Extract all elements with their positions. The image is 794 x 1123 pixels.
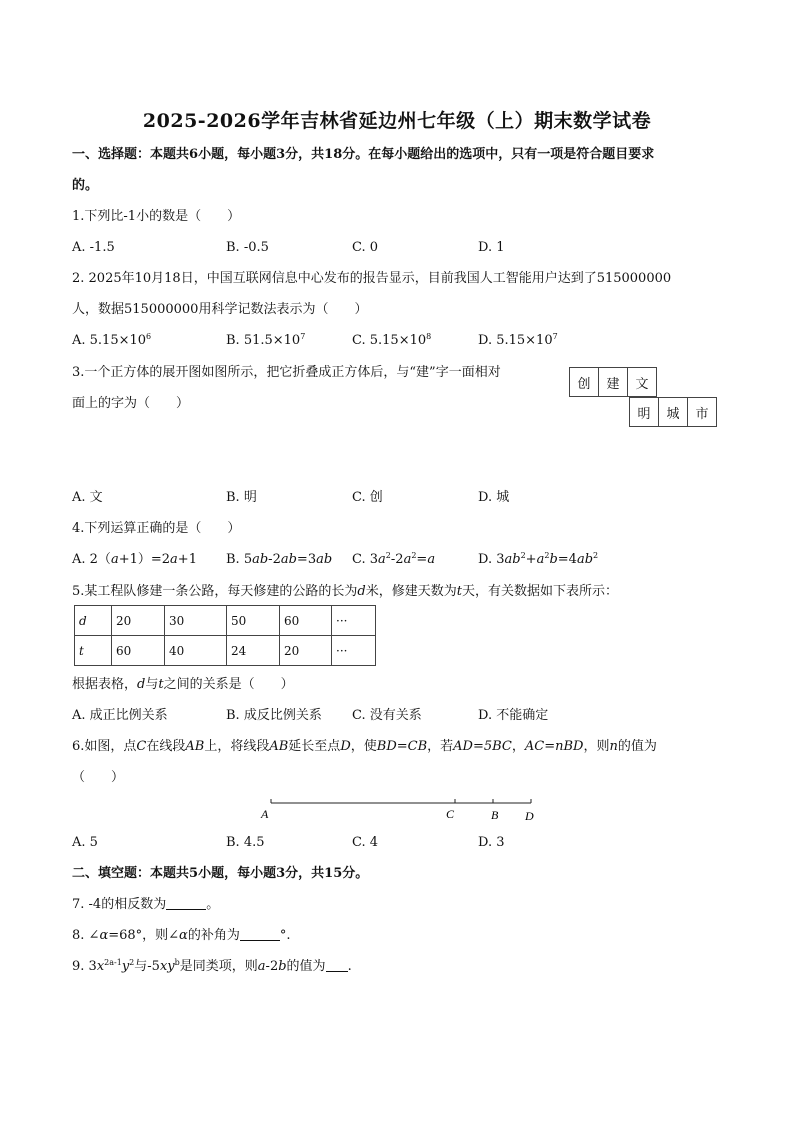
answer-blank[interactable] — [166, 897, 206, 910]
q6-option-d: D. 3 — [478, 835, 505, 850]
q2-option-c: C. $5.15\times 10^8$ — [352, 332, 432, 348]
q3-stem-line2: 面上的字为（ ） — [72, 396, 190, 411]
net-cell: 市 — [688, 398, 717, 427]
q2-option-a: A. $5.15\times 10^6$ — [72, 332, 152, 348]
net-cell: 城 — [659, 398, 688, 427]
table-cell: 30 — [165, 606, 227, 636]
q4-option-b: B. 5ab-2ab=3ab — [226, 552, 333, 567]
q6-option-a: A. 5 — [72, 835, 98, 850]
q6-paren: （ ） — [72, 770, 125, 785]
table-cell: 60 — [280, 606, 332, 636]
q1-option-a: A. -1.5 — [72, 240, 115, 255]
net-cell: 建 — [599, 368, 628, 397]
table-cell: d — [75, 606, 112, 636]
q4-option-d: D. $3ab^2+a^2b=4ab^2$ — [478, 551, 599, 567]
q5-stem: 5.某工程队修建一条公路，每天修建的公路的长为d米，修建天数为t天，有关数据如下表所示： — [72, 584, 618, 599]
q1-option-d: D. 1 — [478, 240, 505, 255]
table-cell: 60 — [112, 636, 165, 666]
table-cell: 20 — [280, 636, 332, 666]
label-d: D — [525, 809, 534, 823]
net-cell: 文 — [628, 368, 657, 397]
q6-option-c: C. 4 — [352, 835, 379, 850]
q1-option-c: C. 0 — [352, 240, 379, 255]
q7-stem: 7. -4的相反数为 。 — [72, 897, 220, 912]
label-a: A — [261, 807, 269, 821]
q5-option-a: A. 成正比例关系 — [72, 708, 168, 723]
table-cell: ··· — [332, 636, 376, 666]
table-cell: 40 — [165, 636, 227, 666]
exam-title: 2025-2026学年吉林省延边州七年级（上）期末数学试卷 — [142, 110, 652, 132]
q5-option-d: D. 不能确定 — [478, 708, 549, 723]
q1-option-b: B. -0.5 — [226, 240, 269, 255]
q8-stem: 8. ∠α=68°，则∠α的补角为 °. — [72, 928, 291, 943]
q6-stem: 6.如图，点C在线段AB上，将线段AB延长至点D，使BD=CB，若AD=5BC，AC=nBD，则n的值为 — [72, 739, 657, 754]
q3-option-c: C. 创 — [352, 490, 383, 505]
q5-question: 根据表格，d与t之间的关系是（ ） — [72, 677, 294, 692]
q2-stem-line2: 人，数据515000000用科学记数法表示为（ ） — [72, 302, 368, 317]
cube-net-figure — [569, 367, 713, 397]
q1-stem: 1.下列比-1小的数是（ ） — [72, 209, 241, 224]
q9-stem: 9. $3x^{2a-1}y^2$与$-5xy^b$是同类项，则a-2b的值为 . — [72, 958, 352, 974]
q3-stem-line1: 3.一个正方体的展开图如图所示，把它折叠成正方体后，与“建”字一面相对 — [72, 365, 501, 380]
q5-option-b: B. 成反比例关系 — [226, 708, 322, 723]
table-row — [75, 606, 376, 636]
q5-data-table — [74, 605, 376, 666]
q6-option-b: B. 4.5 — [226, 835, 265, 850]
table-row — [75, 636, 376, 666]
q2-option-b: B. $51.5\times 10^7$ — [226, 332, 306, 348]
answer-blank[interactable] — [326, 959, 348, 972]
label-b: B — [491, 808, 499, 822]
q2-stem-line1: 2. 2025年10月18日，中国互联网信息中心发布的报告显示，目前我国人工智能用户达到了515000000 — [72, 271, 672, 286]
section1-heading-tail: 的。 — [72, 178, 99, 193]
section2-heading: 二、填空题：本题共5小题，每小题3分，共15分。 — [72, 866, 369, 881]
q3-option-b: B. 明 — [226, 490, 257, 505]
table-cell: 50 — [227, 606, 280, 636]
q4-option-c: C. $3a^2-2a^2=a$ — [352, 551, 436, 567]
q2-option-d: D. $5.15\times 10^7$ — [478, 332, 558, 348]
q3-option-d: D. 城 — [478, 490, 510, 505]
section1-heading: 一、选择题：本题共6小题，每小题3分，共18分。在每小题给出的选项中，只有一项是符合题目要求 — [72, 147, 655, 162]
q3-option-a: A. 文 — [72, 490, 103, 505]
table-cell: t — [75, 636, 112, 666]
label-c: C — [446, 807, 455, 821]
table-cell: ··· — [332, 606, 376, 636]
segment-figure — [255, 795, 545, 825]
q4-stem: 4.下列运算正确的是（ ） — [72, 521, 241, 536]
answer-blank[interactable] — [240, 928, 280, 941]
net-cell: 创 — [570, 368, 599, 397]
net-cell: 明 — [630, 398, 659, 427]
cube-net-figure-row2 — [629, 397, 717, 427]
table-cell: 20 — [112, 606, 165, 636]
q5-option-c: C. 没有关系 — [352, 708, 422, 723]
q4-option-a: A. 2（a+1）=2a+1 — [72, 552, 197, 567]
table-cell: 24 — [227, 636, 280, 666]
